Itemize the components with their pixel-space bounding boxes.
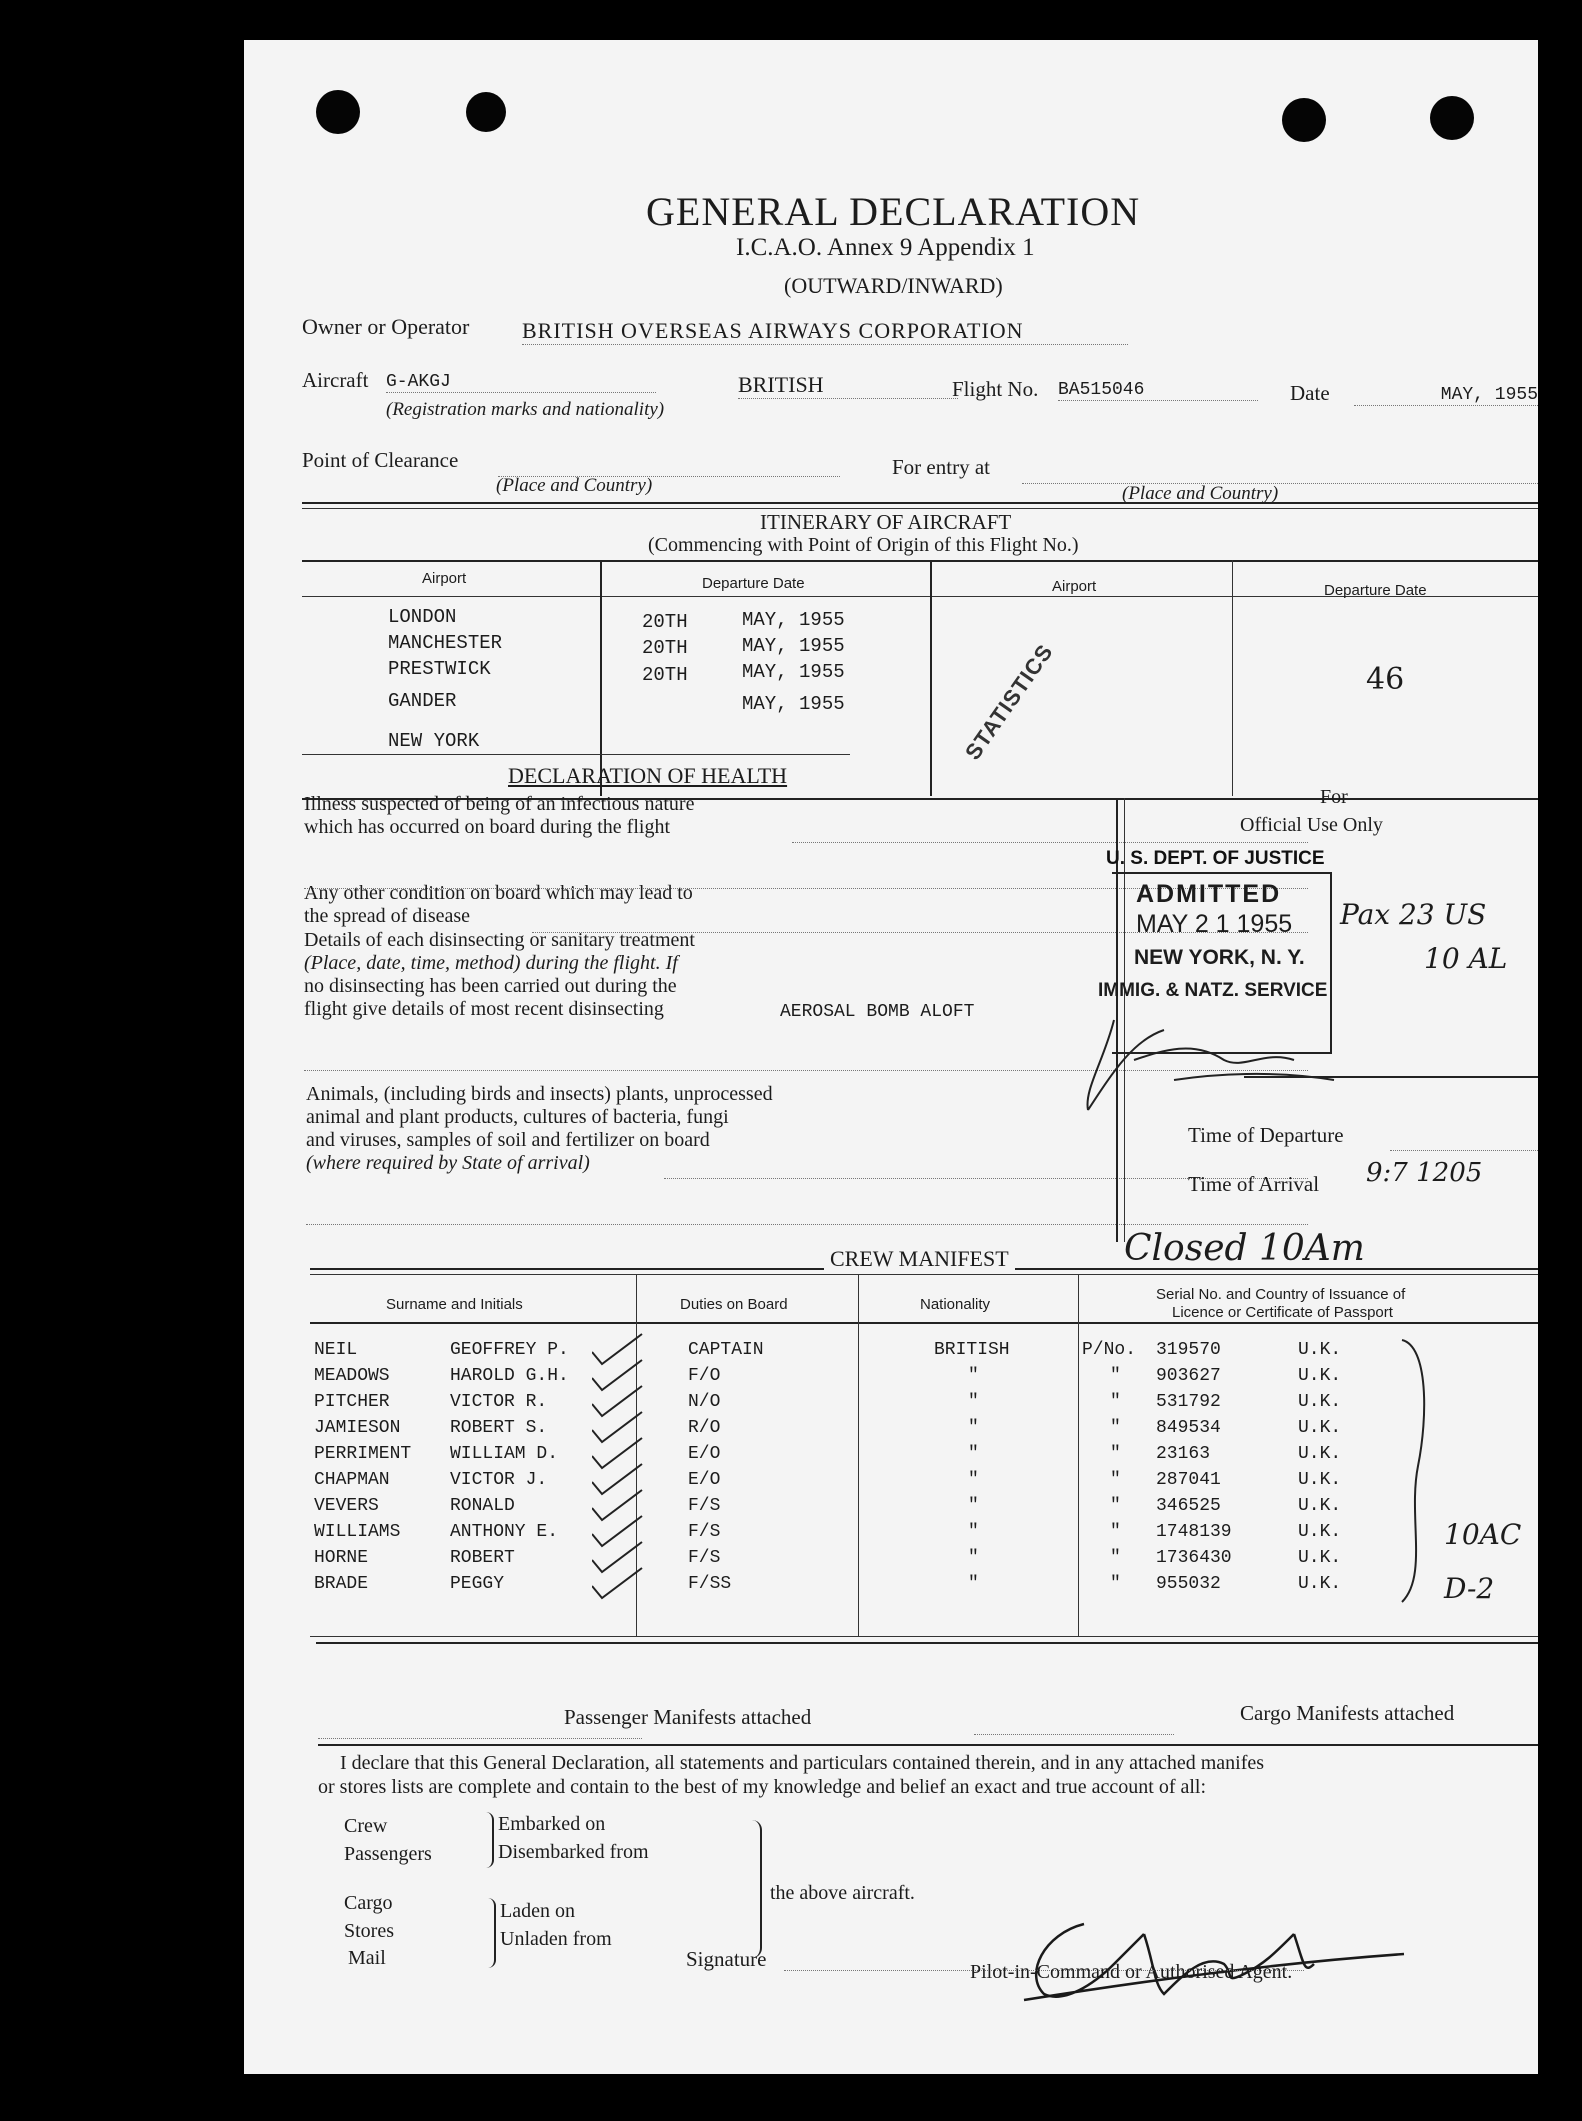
column-divider (1232, 560, 1233, 796)
embarked-label: Embarked on (498, 1813, 606, 1835)
column-divider (930, 560, 932, 796)
crew-initials: WILLIAM D. (450, 1444, 559, 1464)
above-aircraft-label: the above aircraft. (770, 1882, 915, 1904)
crew-initials: ROBERT S. (450, 1418, 548, 1438)
crew-duty: E/O (688, 1444, 721, 1464)
crew-prefix: " (1110, 1444, 1121, 1464)
aircraft-nationality: BRITISH (738, 372, 958, 399)
itinerary-col-airport-2: Airport (1052, 578, 1097, 595)
itinerary-date: MAY, 1955 (742, 635, 845, 657)
crew-surname: BRADE (314, 1574, 369, 1594)
aircraft-registration: G-AKGJ (386, 372, 656, 393)
disinsect-value: AEROSAL BOMB ALOFT (780, 1002, 975, 1022)
itinerary-col-date-2: Departure Date (1324, 582, 1427, 599)
stamp-header: U. S. DEPT. OF JUSTICE (1106, 848, 1325, 869)
itinerary-handwritten-number: 46 (1366, 662, 1405, 697)
stamp-place: NEW YORK, N. Y. (1134, 946, 1305, 969)
crew-prefix: " (1110, 1522, 1121, 1542)
aircraft-caption: (Registration marks and nationality) (386, 399, 665, 420)
declaration-line-1: I declare that this General Declaration, all statements and particulars contained therein, and in any attached manifes (340, 1752, 1265, 1774)
illness-text-2: which has occurred on board during the flight (304, 816, 671, 838)
owner-value: BRITISH OVERSEAS AIRWAYS CORPORATION (522, 318, 1128, 345)
crew-prefix: " (1110, 1418, 1121, 1438)
brace (750, 1820, 762, 1958)
column-divider (858, 1274, 859, 1636)
crew-initials: ROBERT (450, 1548, 515, 1568)
rule (1244, 1076, 1538, 1078)
crew-prefix: " (1110, 1470, 1121, 1490)
animals-text-4: (where required by State of arrival) (306, 1152, 590, 1174)
declaration-line-2: or stores lists are complete and contain to the best of my knowledge and belief an exact and true account of all: (318, 1776, 1207, 1798)
crew-duty: F/O (688, 1366, 721, 1386)
itinerary-col-date: Departure Date (702, 575, 805, 592)
form-title: GENERAL DECLARATION (646, 189, 1141, 234)
pilot-label: Pilot-in-Command or Authorised Agent. (970, 1961, 1293, 1983)
itinerary-subtitle: (Commencing with Point of Origin of this Flight No.) (648, 534, 1079, 556)
crew-initials: ANTHONY E. (450, 1522, 559, 1542)
crew-prefix: " (1110, 1366, 1121, 1386)
crew-duty: E/O (688, 1470, 721, 1490)
flight-label: Flight No. (952, 377, 1039, 401)
itinerary-airport: PRESTWICK (388, 658, 491, 680)
punch-hole (316, 90, 360, 134)
illness-field (792, 822, 1308, 843)
crew-bracket (1398, 1336, 1438, 1606)
crew-nationality: " (968, 1444, 979, 1464)
handwritten-al-note: 10 AL (1424, 942, 1508, 975)
stamp-admitted: ADMITTED (1136, 880, 1282, 908)
crew-prefix: " (1110, 1392, 1121, 1412)
crew-duty: N/O (688, 1392, 721, 1412)
crew-title: CREW MANIFEST (824, 1246, 1015, 1272)
stamp-date: MAY 2 1 1955 (1136, 910, 1293, 938)
signature-label: Signature (686, 1947, 767, 1971)
crew-col-duties: Duties on Board (680, 1296, 788, 1313)
brace (486, 1898, 496, 1968)
crew-nationality: " (968, 1366, 979, 1386)
crew-side-note-2: D-2 (1444, 1572, 1495, 1605)
itinerary-col-airport: Airport (422, 570, 467, 587)
crew-serial: 287041 (1156, 1470, 1221, 1490)
rule (316, 1642, 1538, 1644)
crew-country: U.K. (1298, 1574, 1342, 1594)
condition-text-2: the spread of disease (304, 905, 471, 927)
crew-country: U.K. (1298, 1340, 1342, 1360)
entry-caption: (Place and Country) (1122, 483, 1279, 504)
crew-initials: PEGGY (450, 1574, 505, 1594)
crew-serial: 903627 (1156, 1366, 1221, 1386)
clearance-label: Point of Clearance (302, 448, 459, 472)
crew-duty: F/S (688, 1548, 721, 1568)
disinsect-text-2: (Place, date, time, method) during the flight. If (304, 952, 678, 974)
crew-nationality: " (968, 1418, 979, 1438)
crew-nationality: " (968, 1496, 979, 1516)
crew-duty: CAPTAIN (688, 1340, 764, 1360)
crew-prefix: " (1110, 1496, 1121, 1516)
itinerary-day: 20TH (642, 637, 688, 659)
crew-serial: 23163 (1156, 1444, 1211, 1464)
crew-nationality: BRITISH (934, 1340, 1010, 1360)
crew-initials: RONALD (450, 1496, 515, 1516)
crew-col-serial-1: Serial No. and Country of Issuance of (1156, 1286, 1406, 1303)
itinerary-airport: LONDON (388, 606, 457, 628)
rule (310, 1322, 1538, 1324)
crew-serial: 955032 (1156, 1574, 1221, 1594)
itinerary-date: MAY, 1955 (742, 693, 845, 715)
health-title: DECLARATION OF HEALTH (508, 763, 788, 788)
punch-hole (1282, 98, 1326, 142)
illness-text-1: Illness suspected of being of an infectious nature (304, 793, 695, 815)
animals-text-2: animal and plant products, cultures of bacteria, fungi (306, 1106, 729, 1128)
stamp-service: IMMIG. & NATZ. SERVICE (1098, 980, 1328, 1001)
disinsect-text-3: no disinsecting has been carried out during the (304, 975, 677, 997)
crew-duty: R/O (688, 1418, 721, 1438)
crew-prefix: " (1110, 1574, 1121, 1594)
crew-country: U.K. (1298, 1470, 1342, 1490)
time-departure-field (1390, 1130, 1538, 1151)
official-title-1: For (1320, 786, 1348, 808)
crew-prefix: P/No. (1082, 1340, 1137, 1360)
animals-text-1: Animals, (including birds and insects) plants, unprocessed (306, 1083, 773, 1105)
crew-country: U.K. (1298, 1548, 1342, 1568)
owner-label: Owner or Operator (302, 314, 470, 339)
disinsect-text-4: flight give details of most recent disinsecting (304, 998, 664, 1020)
crew-duty: F/SS (688, 1574, 732, 1594)
crew-surname: PITCHER (314, 1392, 390, 1412)
time-arrival-value: 9:7 1205 (1366, 1158, 1483, 1188)
crew-prefix: " (1110, 1548, 1121, 1568)
rule (310, 1274, 1538, 1275)
itinerary-title: ITINERARY OF AIRCRAFT (760, 510, 1012, 534)
crew-surname: WILLIAMS (314, 1522, 401, 1542)
crew-surname: HORNE (314, 1548, 369, 1568)
itinerary-airport: NEW YORK (388, 730, 480, 752)
brace (484, 1812, 494, 1868)
crew-surname: JAMIESON (314, 1418, 401, 1438)
statistics-stamp: STATISTICS (960, 639, 1058, 765)
rule (318, 1744, 1538, 1746)
itinerary-day: 20TH (642, 611, 688, 633)
entry-label: For entry at (892, 455, 990, 479)
crew-serial: 849534 (1156, 1418, 1221, 1438)
crew-initials: GEOFFREY P. (450, 1340, 569, 1360)
entry-field (1022, 459, 1538, 484)
crew-country: U.K. (1298, 1444, 1342, 1464)
disembarked-label: Disembarked from (498, 1841, 649, 1863)
date-value: MAY, 1955 (1354, 385, 1538, 406)
declaration-sheet (244, 40, 1538, 2074)
itinerary-date: MAY, 1955 (742, 661, 845, 683)
crew-serial: 1748139 (1156, 1522, 1232, 1542)
crew-serial: 319570 (1156, 1340, 1221, 1360)
clearance-field (498, 452, 840, 477)
stores-label: Stores (344, 1920, 394, 1942)
crew-country: U.K. (1298, 1392, 1342, 1412)
rule (302, 502, 1538, 504)
time-departure-label: Time of Departure (1188, 1123, 1344, 1147)
crew-duty: F/S (688, 1496, 721, 1516)
rule (302, 508, 1538, 509)
crew-surname: NEIL (314, 1340, 358, 1360)
animals-field-2 (306, 1208, 1308, 1225)
crew-country: U.K. (1298, 1522, 1342, 1542)
itinerary-day: 20TH (642, 664, 688, 686)
cargo-label: Cargo (344, 1892, 393, 1914)
itinerary-airport: MANCHESTER (388, 632, 503, 654)
closed-note: Closed 10Am (1124, 1228, 1365, 1269)
flight-value: BA515046 (1058, 380, 1258, 401)
crew-country: U.K. (1298, 1418, 1342, 1438)
crew-col-nationality: Nationality (920, 1296, 991, 1313)
crew-side-note-1: 10AC (1444, 1518, 1522, 1551)
rule (302, 560, 1538, 562)
itinerary-date: MAY, 1955 (742, 609, 845, 631)
handwritten-pax-note: Pax 23 US (1340, 898, 1487, 931)
column-divider (600, 560, 602, 796)
column-divider (1078, 1274, 1079, 1636)
crew-nationality: " (968, 1470, 979, 1490)
time-arrival-label: Time of Arrival (1188, 1172, 1320, 1196)
crew-initials: VICTOR R. (450, 1392, 548, 1412)
crew-surname: MEADOWS (314, 1366, 390, 1386)
crew-surname: VEVERS (314, 1496, 379, 1516)
crew-check-marks (592, 1330, 712, 1610)
rule (310, 1636, 1538, 1637)
rule (302, 754, 850, 755)
crew-nationality: " (968, 1574, 979, 1594)
aircraft-label: Aircraft (302, 368, 369, 392)
passengers-label: Passengers (344, 1843, 432, 1865)
crew-col-serial-2: Licence or Certificate of Passport (1172, 1304, 1393, 1321)
crew-initials: HAROLD G.H. (450, 1366, 569, 1386)
laden-label: Laden on (500, 1900, 575, 1922)
punch-hole (1430, 96, 1474, 140)
crew-surname: CHAPMAN (314, 1470, 390, 1490)
inspector-signature (1074, 1000, 1374, 1120)
form-direction: (OUTWARD/INWARD) (784, 273, 1003, 298)
itinerary-airport: GANDER (388, 690, 457, 712)
crew-col-surname: Surname and Initials (386, 1296, 523, 1313)
crew-label: Crew (344, 1815, 388, 1837)
crew-nationality: " (968, 1522, 979, 1542)
disinsect-text-1: Details of each disinsecting or sanitary treatment (304, 929, 695, 951)
crew-surname: PERRIMENT (314, 1444, 412, 1464)
crew-duty: F/S (688, 1522, 721, 1542)
crew-country: U.K. (1298, 1496, 1342, 1516)
clearance-caption: (Place and Country) (496, 475, 653, 496)
passenger-manifests-label: Passenger Manifests attached (564, 1705, 812, 1729)
crew-serial: 1736430 (1156, 1548, 1232, 1568)
mail-label: Mail (348, 1947, 386, 1969)
crew-serial: 346525 (1156, 1496, 1221, 1516)
official-title-2: Official Use Only (1240, 814, 1383, 836)
cargo-manifests-label: Cargo Manifests attached (1240, 1701, 1455, 1725)
crew-initials: VICTOR J. (450, 1470, 548, 1490)
crew-nationality: " (968, 1392, 979, 1412)
unladen-label: Unladen from (500, 1928, 612, 1950)
crew-serial: 531792 (1156, 1392, 1221, 1412)
crew-nationality: " (968, 1548, 979, 1568)
crew-country: U.K. (1298, 1366, 1342, 1386)
form-subtitle: I.C.A.O. Annex 9 Appendix 1 (736, 234, 1035, 261)
date-label: Date (1290, 381, 1330, 405)
punch-hole (466, 92, 506, 132)
cargo-manifest-field (974, 1716, 1174, 1735)
animals-text-3: and viruses, samples of soil and fertilizer on board (306, 1129, 710, 1151)
condition-text-1: Any other condition on board which may lead to (304, 882, 693, 904)
